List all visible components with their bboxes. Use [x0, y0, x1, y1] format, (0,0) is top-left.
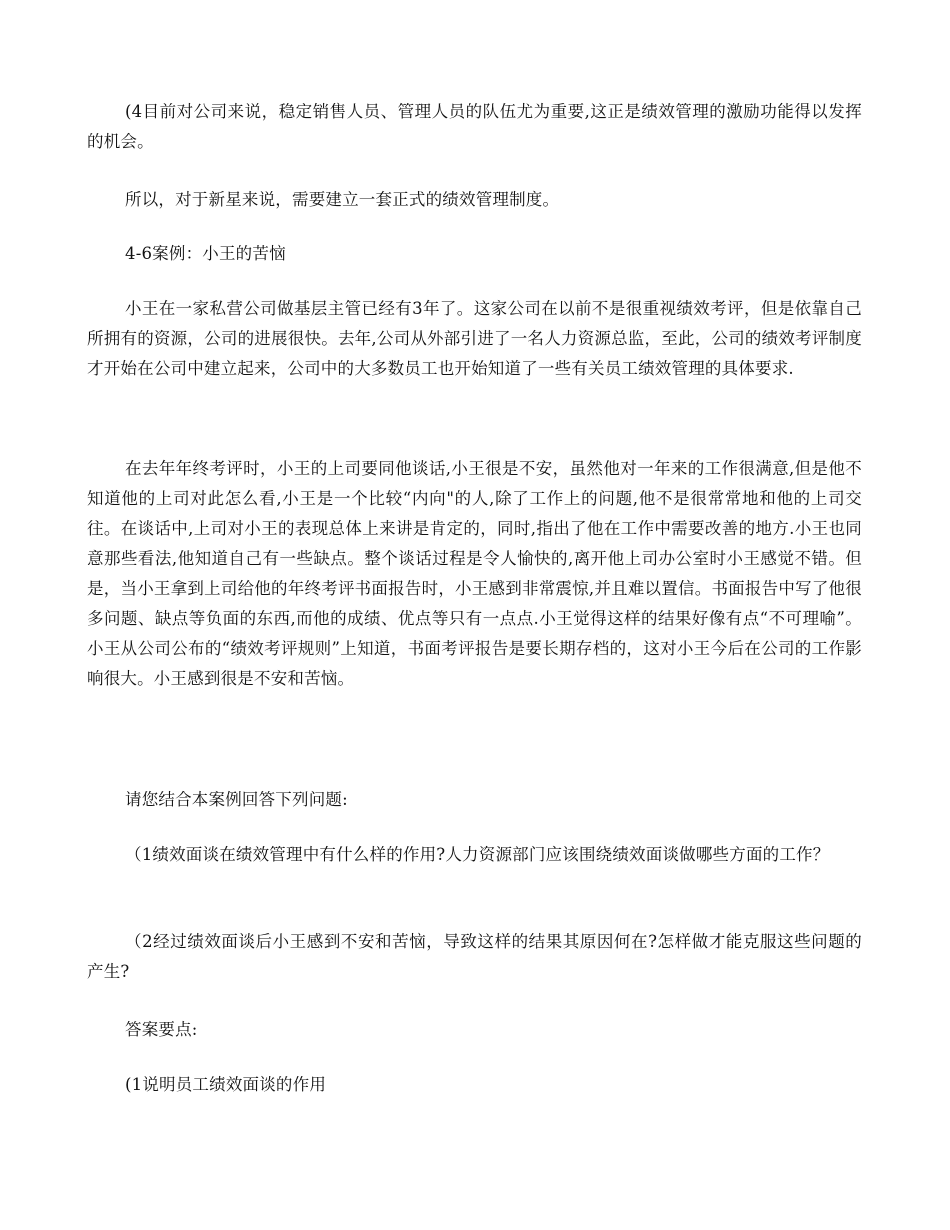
- paragraph-case-background: 小王在一家私营公司做基层主管已经有3年了。这家公司在以前不是很重视绩效考评，但是依靠自己所拥有的资源，公司的进展很快。去年,公司从外部引进了一名人力资源总监，至此，公司的绩效考评制度才开始在公司中建立起来，公司中的大多数员工也开始知道了一些有关员工绩效管理的具体要求.: [87, 299, 862, 378]
- paragraph-question-2: （2经过绩效面谈后小王感到不安和苦恼，导致这样的结果其原因何在?怎样做才能克服这些问题的产生?: [87, 932, 862, 981]
- paragraph-stability-importance: (4目前对公司来说，稳定销售人员、管理人员的队伍尤为重要,这正是绩效管理的激励功能得以发挥的机会。: [87, 102, 862, 151]
- paragraph-question-1: （1绩效面谈在绩效管理中有什么样的作用?人力资源部门应该围绕绩效面谈做哪些方面的工作？: [125, 845, 830, 864]
- paragraph-answer-heading: 答案要点:: [125, 1020, 198, 1039]
- case-heading: 4-6案例：小王的苦恼: [125, 244, 286, 263]
- paragraph-question-prompt: 请您结合本案例回答下列问题:: [125, 790, 348, 809]
- paragraph-case-story: 在去年年终考评时，小王的上司要同他谈话,小王很是不安，虽然他对一年来的工作很满意,但是他不知道他的上司对此怎么看,小王是一个比较“内向"的人,除了工作上的问题,他不是很常常地和他的上司交往。在谈话中,上司对小王的表现总体上来讲是肯定的，同时,指出了他在工作中需要改善的地方.小王也同意那些看法,他知道自己有一些缺点。整个谈话过程是令人愉快的,离开他上司办公室时小王感觉不错。但是，当小王拿到上司给他的年终考评书面报告时，小王感到非常震惊,并且难以置信。书面报告中写了他很多问题、缺点等负面的东西,而他的成绩、优点等只有一点点.小王觉得这样的结果好像有点“不可理喻”。小王从公司公布的“绩效考评规则”上知道，书面考评报告是要长期存档的，这对小王今后在公司的工作影响很大。小王感到很是不安和苦恼。: [87, 459, 862, 688]
- paragraph-answer-point-1: (1说明员工绩效面谈的作用: [125, 1075, 327, 1094]
- paragraph-conclusion: 所以，对于新星来说，需要建立一套正式的绩效管理制度。: [125, 190, 560, 209]
